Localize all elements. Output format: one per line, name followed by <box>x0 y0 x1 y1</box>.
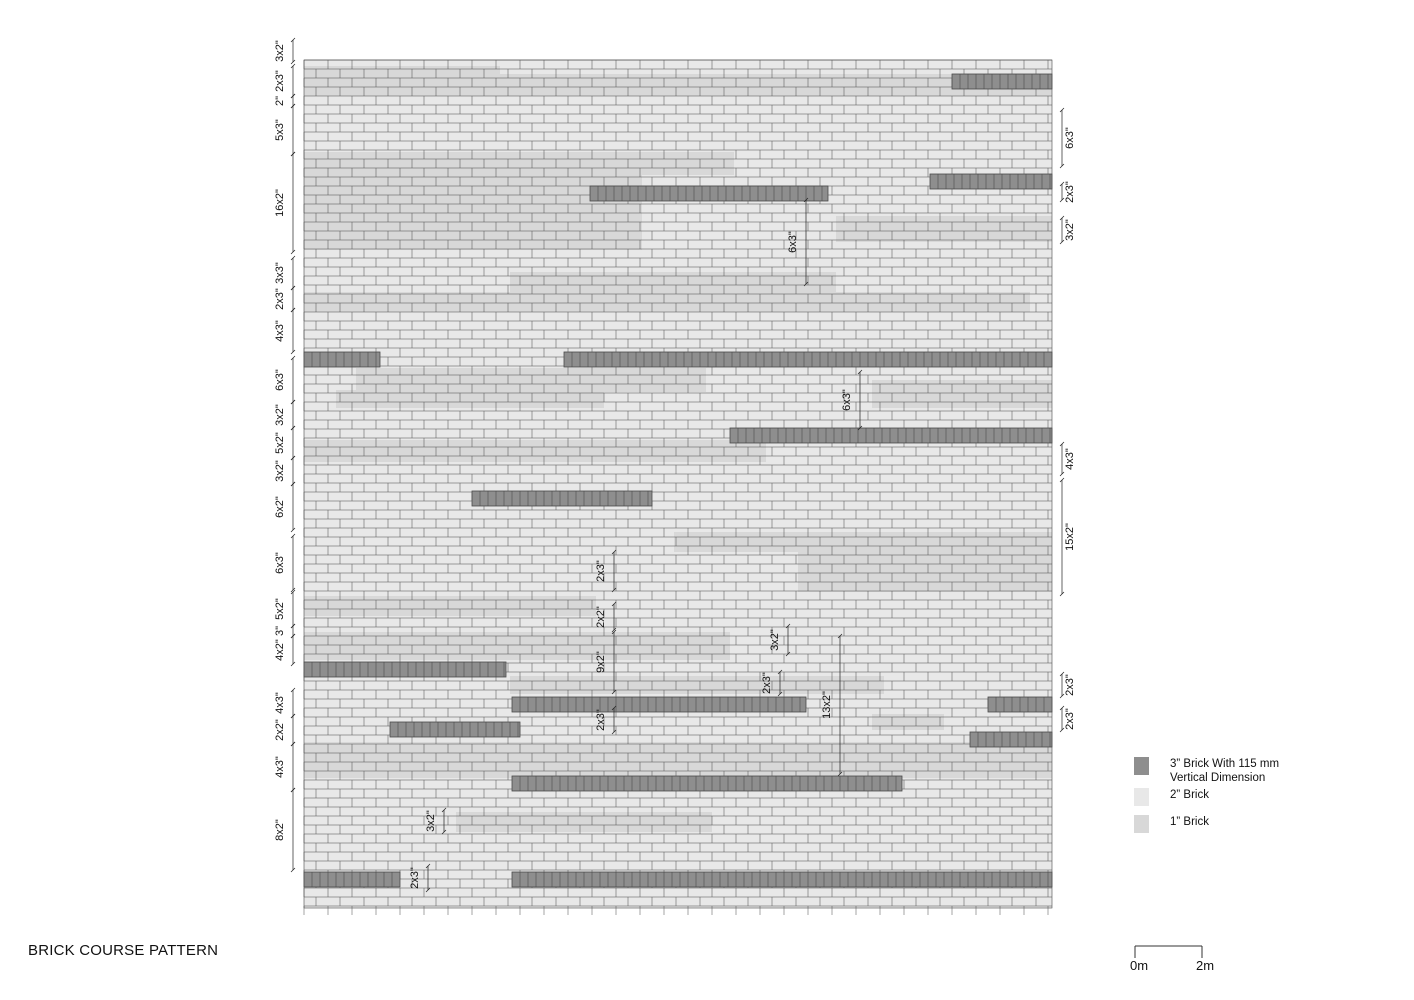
right-dimension-2: 2x3" <box>1064 181 1076 203</box>
legend-swatch-3in <box>1134 757 1149 775</box>
three-inch-brick-band <box>970 732 1052 747</box>
inner-dimension-7: 2x3" <box>761 672 773 694</box>
one-inch-brick-zone <box>798 552 1052 592</box>
drawing-title: BRICK COURSE PATTERN <box>28 942 219 959</box>
right-dimension-4: 4x3" <box>1064 448 1076 470</box>
left-dimension-2: 2x3" <box>274 70 286 92</box>
left-dimension-15: 5x2" <box>274 598 286 620</box>
left-dimension-9: 6x3" <box>274 369 286 391</box>
left-dimension-1: 3x2" <box>274 40 286 62</box>
one-inch-brick-zone <box>304 292 1030 312</box>
left-dimension-3: 2" <box>274 95 286 107</box>
legend-swatch-2in <box>1134 788 1149 806</box>
inner-dimension-6: 3x2" <box>769 629 781 651</box>
right-dimension-1: 6x3" <box>1064 127 1076 149</box>
one-inch-brick-zone <box>510 272 836 292</box>
scale-end-label: 2m <box>1196 958 1215 973</box>
left-dimension-8: 4x3" <box>274 320 286 342</box>
left-dimension-17: 4x2" <box>274 639 286 661</box>
three-inch-brick-band <box>304 662 506 677</box>
inner-dimension-8: 13x2" <box>821 691 833 719</box>
inner-dimension-9: 2x3" <box>595 709 607 731</box>
inner-dimension-10: 3x2" <box>425 810 437 832</box>
left-dimension-7: 2x3" <box>274 288 286 310</box>
one-inch-brick-zone <box>674 532 1052 552</box>
left-dimension-21: 8x2" <box>274 819 286 841</box>
three-inch-brick-band <box>304 352 380 367</box>
inner-dimension-1: 6x3" <box>787 231 799 253</box>
scale-bar <box>1135 946 1202 958</box>
left-dimension-14: 6x3" <box>274 552 286 574</box>
one-inch-brick-zone <box>356 368 706 392</box>
inner-dimension-2: 6x3" <box>841 389 853 411</box>
legend-item-3in-brick <box>1134 757 1279 785</box>
inner-dimension-5: 9x2" <box>595 651 607 673</box>
brick-wall <box>304 60 1052 915</box>
one-inch-brick-zone <box>456 812 712 832</box>
left-dimension-6: 3x3" <box>274 262 286 284</box>
scale-start-label: 0m <box>1130 958 1149 973</box>
legend-label-3in-line1: 3” Brick With 115 mm <box>1170 758 1280 770</box>
left-dimension-4: 5x3" <box>274 119 286 141</box>
one-inch-brick-zone <box>304 152 734 175</box>
legend-label-3in-line2: Vertical Dimension <box>1170 772 1266 784</box>
right-dimension-7: 2x3" <box>1064 708 1076 730</box>
left-dimension-13: 6x2" <box>274 496 286 518</box>
three-inch-brick-band <box>512 697 806 712</box>
one-inch-brick-zone <box>304 596 596 616</box>
three-inch-brick-band <box>952 74 1052 89</box>
left-dimension-20: 4x3" <box>274 756 286 778</box>
one-inch-brick-zone <box>836 216 1052 242</box>
left-dimension-5: 16x2" <box>274 189 286 217</box>
legend-swatch-1in <box>1134 815 1149 833</box>
one-inch-brick-zone <box>872 714 944 730</box>
right-dimension-6: 2x3" <box>1064 674 1076 696</box>
three-inch-brick-band <box>590 186 828 201</box>
legend-label-2in: 2” Brick <box>1170 789 1209 801</box>
legend-item-2in-brick <box>1134 788 1209 806</box>
left-dimension-12: 3x2" <box>274 460 286 482</box>
three-inch-brick-band <box>512 776 902 791</box>
one-inch-brick-zone <box>304 440 766 462</box>
three-inch-brick-band <box>512 872 1052 887</box>
left-dimension-16: 3" <box>274 625 286 637</box>
inner-dimension-3: 2x3" <box>595 560 607 582</box>
three-inch-brick-band <box>564 352 1052 367</box>
legend-label-1in: 1” Brick <box>1170 816 1209 828</box>
left-dimension-19: 2x2" <box>274 719 286 741</box>
one-inch-brick-zone <box>304 174 642 250</box>
left-dimension-18: 4x3" <box>274 692 286 714</box>
three-inch-brick-band <box>472 491 652 506</box>
one-inch-brick-zone <box>304 66 500 96</box>
left-dimension-10: 3x2" <box>274 404 286 426</box>
three-inch-brick-band <box>390 722 520 737</box>
legend-item-1in-brick <box>1134 815 1209 833</box>
right-dimension-5: 15x2" <box>1064 523 1076 551</box>
right-dimension-3: 3x2" <box>1064 219 1076 241</box>
inner-dimension-4: 2x2" <box>595 606 607 628</box>
left-dimension-11: 5x2" <box>274 432 286 454</box>
inner-dimension-11: 2x3" <box>409 867 421 889</box>
